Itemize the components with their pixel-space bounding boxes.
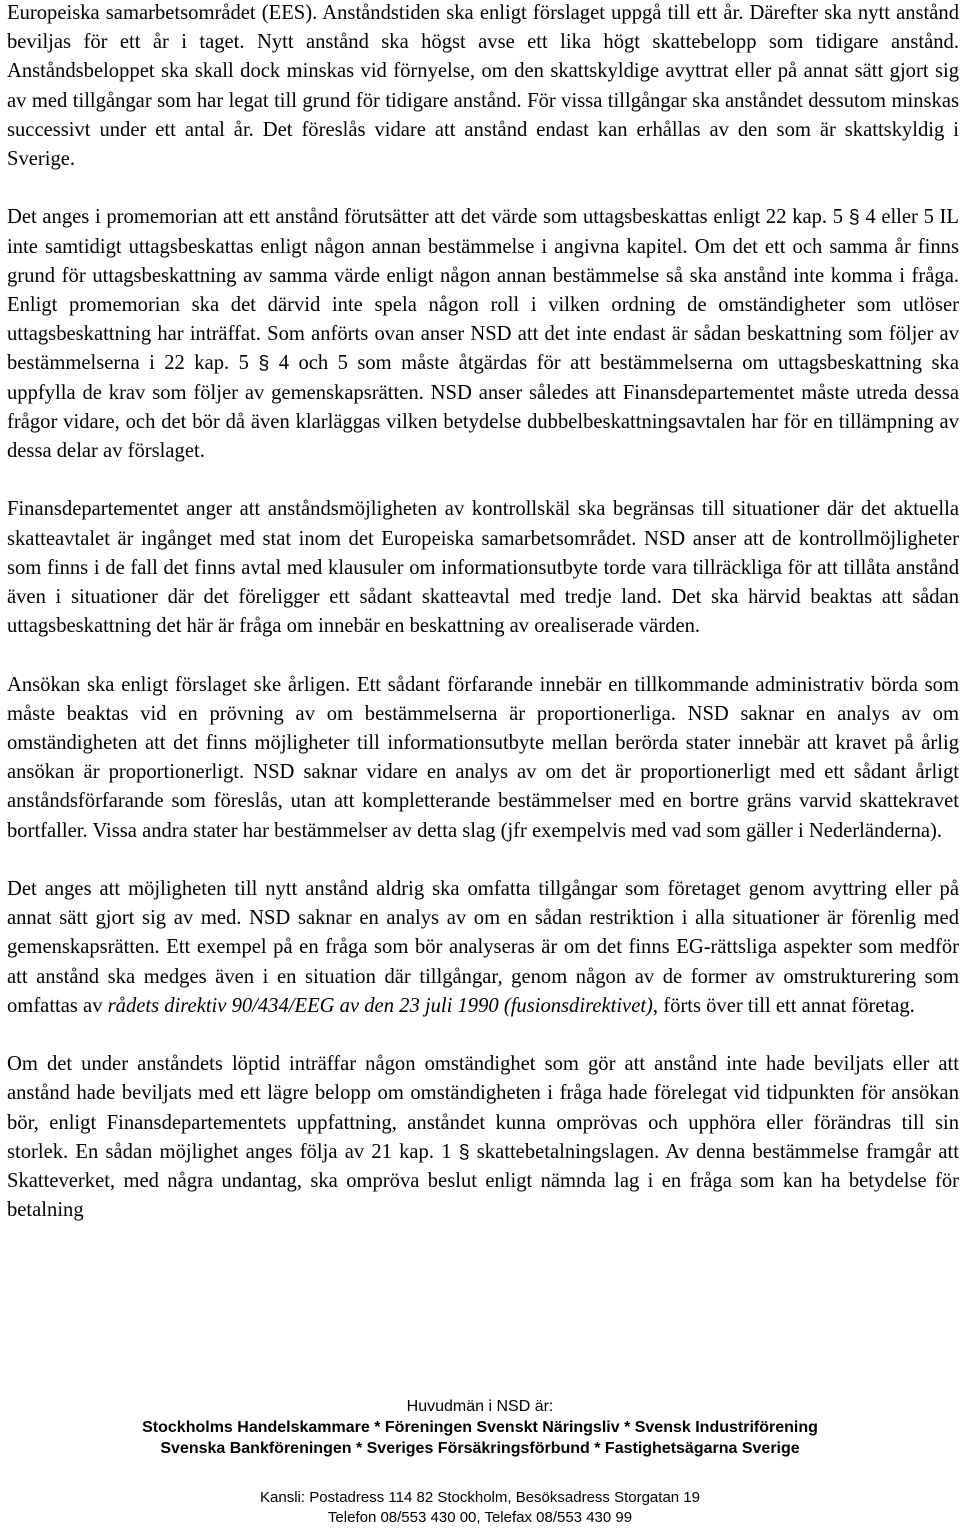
footer-members	[0, 1417, 960, 1459]
section-sign: §	[848, 206, 860, 229]
page-footer	[0, 1396, 960, 1528]
paragraph-2	[7, 203, 959, 466]
paragraph-6	[7, 1050, 959, 1225]
paragraph-5-part-a: Det anges att möjligheten till nytt anstånd aldrig ska omfatta tillgångar som företaget genom avyttring eller på annat sätt gjort sig av med. NSD saknar en analys av om en sådan restriktion i alla situationer är förenlig med gemenskapsrätten. Ett exempel på en fråga som bör analyseras är om det finns EG-rättsliga aspekter som medför att anstånd ska medges även i en situation där tillgångar, genom någon av de former av omstrukturering som omfattas av	[7, 878, 959, 1017]
paragraph-3: Finansdepartementet anger att anståndsmöjligheten av kontrollskäl ska begränsas till situationer där det aktuella skatteavtalet är ingånget med stat inom det Europeiska samarbetsområdet. NSD anser att de kontrollmöjligheter som finns i de fall det finns avtal med klausuler om informationsutbyte torde vara tillräckliga för att tillåta anstånd även i situationer där det föreligger ett sådant skatteavtal med tredje land. Det ska härvid beaktas att sådan uttagsbeskattning det här är fråga om innebär en beskattning av orealiserade värden.	[7, 498, 959, 638]
paragraph-2-part-b: 4 eller 5 IL inte samtidigt uttagsbeskattas enligt någon annan bestämmelse i angivna kapitel. Om det ett och samma år finns grund för uttagsbeskattning av samma värde enligt någon annan bestämmelse så ska anstånd inte komma i fråga. Enligt promemorian ska det därvid inte spela någon roll i vilken ordning de omständigheter som utlöser uttagsbeskattning har inträffat. Som anförts ovan anser NSD att det inte endast är sådan beskattning som följer av bestämmelserna i 22 kap. 5	[7, 206, 959, 375]
footer-members-line-1: Stockholms Handelskammare * Föreningen Svenskt Näringsliv * Svensk Industriförening	[142, 1419, 818, 1436]
footer-phone: Telefon 08/553 430 00, Telefax 08/553 430 99	[327, 1509, 633, 1526]
footer-address: Kansli: Postadress 114 82 Stockholm, Besöksadress Storgatan 19	[260, 1489, 700, 1506]
paragraph-4: Ansökan ska enligt förslaget ske årligen. Ett sådant förfarande innebär en tillkommande administrativ börda som måste beaktas vid en prövning av om bestämmelserna är proportionerliga. NSD saknar en analys av om omständigheten att det finns möjligheter till informationsutbyte mellan berörda stater innebär att kravet på årlig ansökan är proportionerligt. NSD saknar vidare en analys av om det är proportionerligt med ett sådant årligt anståndsförfarande som föreslås, utan att kompletterande bestämmelser med en bortre gräns varvid skattekravet bortfaller. Vissa andra stater har bestämmelser av detta slag (jfr exempelvis med vad som gäller i Nederländerna).	[7, 673, 959, 842]
paragraph-6-part-a: Om det under anståndets löptid inträffar någon omständighet som gör att anstånd inte hade beviljats eller att anstånd hade beviljats med ett lägre belopp om omständigheten i fråga hade förelegat vid tidpunkten för ansökan bör, enligt Finansdepartementets uppfattning, anståndet kunna omprövas och upphöra eller förändras till sin storlek. En sådan möjlighet anges följa av 21 kap. 1	[7, 1053, 959, 1163]
section-sign: §	[458, 1140, 470, 1163]
section-sign: §	[258, 352, 270, 375]
paragraph-5-part-b: , förts över till ett annat företag.	[652, 994, 915, 1017]
directive-reference: rådets direktiv 90/434/EEG av den 23 juli 1990 (fusionsdirektivet)	[107, 994, 653, 1017]
document-body	[7, 0, 959, 1225]
footer-members-line-2: Svenska Bankföreningen * Sveriges Försäkringsförbund * Fastighetsägarna Sverige	[160, 1440, 800, 1457]
paragraph-2-part-c: 4 och 5 som måste åtgärdas för att bestämmelserna om uttagsbeskattning ska uppfylla de krav som följer av gemenskapsrätten. NSD anser således att Finansdepartementet måste utreda dessa frågor vidare, och det bör då även klarläggas vilken betydelse dubbelbeskattningsavtalen har för en tillämpning av dessa delar av förslaget.	[7, 352, 959, 463]
paragraph-5	[7, 875, 959, 1021]
paragraph-1: Europeiska samarbetsområdet (EES). Anståndstiden ska enligt förslaget uppgå till ett år. Därefter ska nytt anstånd beviljas för ett år i taget. Nytt anstånd ska högst avse ett lika högt skattebelopp som tidigare anstånd. Anståndsbeloppet ska skall dock minskas vid förnyelse, om den skattskyldige avyttrat eller på annat sätt gjort sig av med tillgångar som har legat till grund för tidigare anstånd. För vissa tillgångar ska anståndet dessutom minskas successivt under ett antal år. Det föreslås vidare att anstånd endast kan erhållas av den som är skattskyldig i Sverige.	[7, 2, 959, 171]
paragraph-2-part-a: Det anges i promemorian att ett anstånd förutsätter att det värde som uttagsbeskattas enligt 22 kap. 5	[7, 206, 849, 229]
paragraph-6-part-b: skattebetalningslagen. Av denna bestämmelse framgår att Skatteverket, med några undantag, ska ompröva beslut enligt nämnda lag i en fråga som kan ha betydelse för betalning	[7, 1140, 959, 1222]
footer-heading: Huvudmän i NSD är:	[406, 1398, 554, 1415]
